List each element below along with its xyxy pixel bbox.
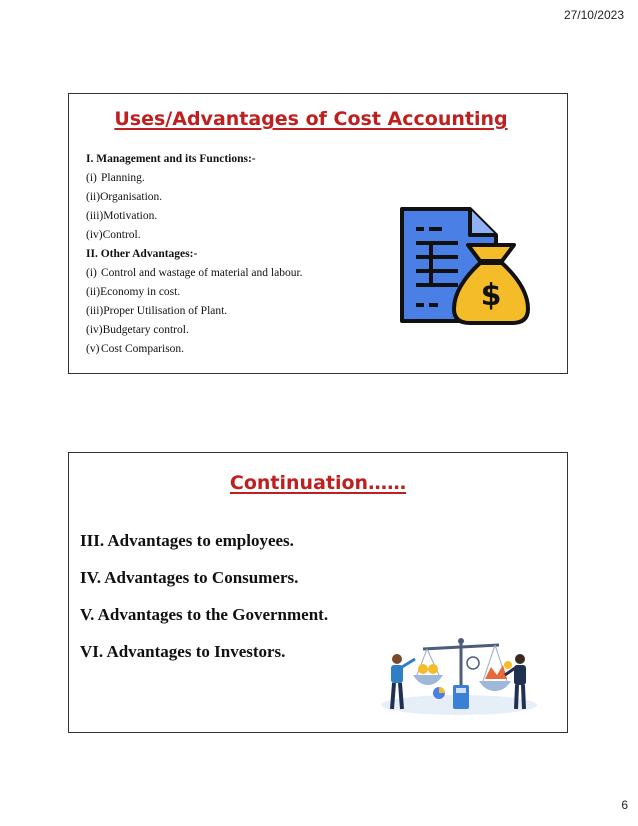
slide-uses-advantages <box>68 93 568 374</box>
list-item <box>86 340 303 359</box>
list-heading <box>86 245 303 264</box>
list-item <box>86 169 303 188</box>
list-item-text: Motivation. <box>103 210 158 222</box>
list-item <box>86 226 303 245</box>
list-item: VI. Advantages to Investors. <box>80 642 286 661</box>
list-item <box>86 302 303 321</box>
list-item-number: (i) <box>86 267 97 279</box>
slide-title: Uses/Advantages of Cost Accounting <box>114 108 508 130</box>
list-item-text: Planning. <box>101 172 145 184</box>
list-item <box>86 283 303 302</box>
list-item <box>86 264 303 283</box>
list-item: III. Advantages to employees. <box>80 531 294 550</box>
list-item-number: (iii) <box>86 305 104 317</box>
slide-continuation <box>68 452 568 733</box>
list-item-text: Cost Comparison. <box>101 343 185 355</box>
list-item-number: (i) <box>86 172 97 184</box>
balance-scale-people-icon <box>377 635 539 717</box>
list-item <box>86 207 303 226</box>
list-item-number: (ii) <box>86 191 101 203</box>
slide-title: Continuation…… <box>229 472 407 494</box>
list-item-number: (iv) <box>86 229 103 241</box>
list-item <box>86 188 303 207</box>
svg-text:$: $ <box>480 278 502 313</box>
slide-date: 27/10/2023 <box>563 8 624 22</box>
list-item-number: (v) <box>86 343 100 355</box>
list-item-text: I. Management and its Functions:- <box>86 153 256 165</box>
list-heading <box>86 150 303 169</box>
list-item-number: (iii) <box>86 210 104 222</box>
list-item-text: Organisation. <box>100 191 163 203</box>
list-item-text: Control. <box>102 229 141 241</box>
page-number: 6 <box>621 798 628 812</box>
list-item-text: Proper Utilisation of Plant. <box>103 305 228 317</box>
list-item-number: (ii) <box>86 286 101 298</box>
list-item-text: II. Other Advantages:- <box>86 248 198 260</box>
list-item: V. Advantages to the Government. <box>80 605 329 624</box>
list-item <box>86 321 303 340</box>
list-item-number: (iv) <box>86 324 103 336</box>
list-item-text: Budgetary control. <box>102 324 189 336</box>
advantages-continued-list <box>80 531 328 679</box>
list-item-text: Economy in cost. <box>100 286 181 298</box>
advantages-list <box>86 150 303 359</box>
money-bag-document-icon <box>398 205 550 327</box>
list-item: IV. Advantages to Consumers. <box>80 568 299 587</box>
list-item-text: Control and wastage of material and labour. <box>101 267 303 279</box>
